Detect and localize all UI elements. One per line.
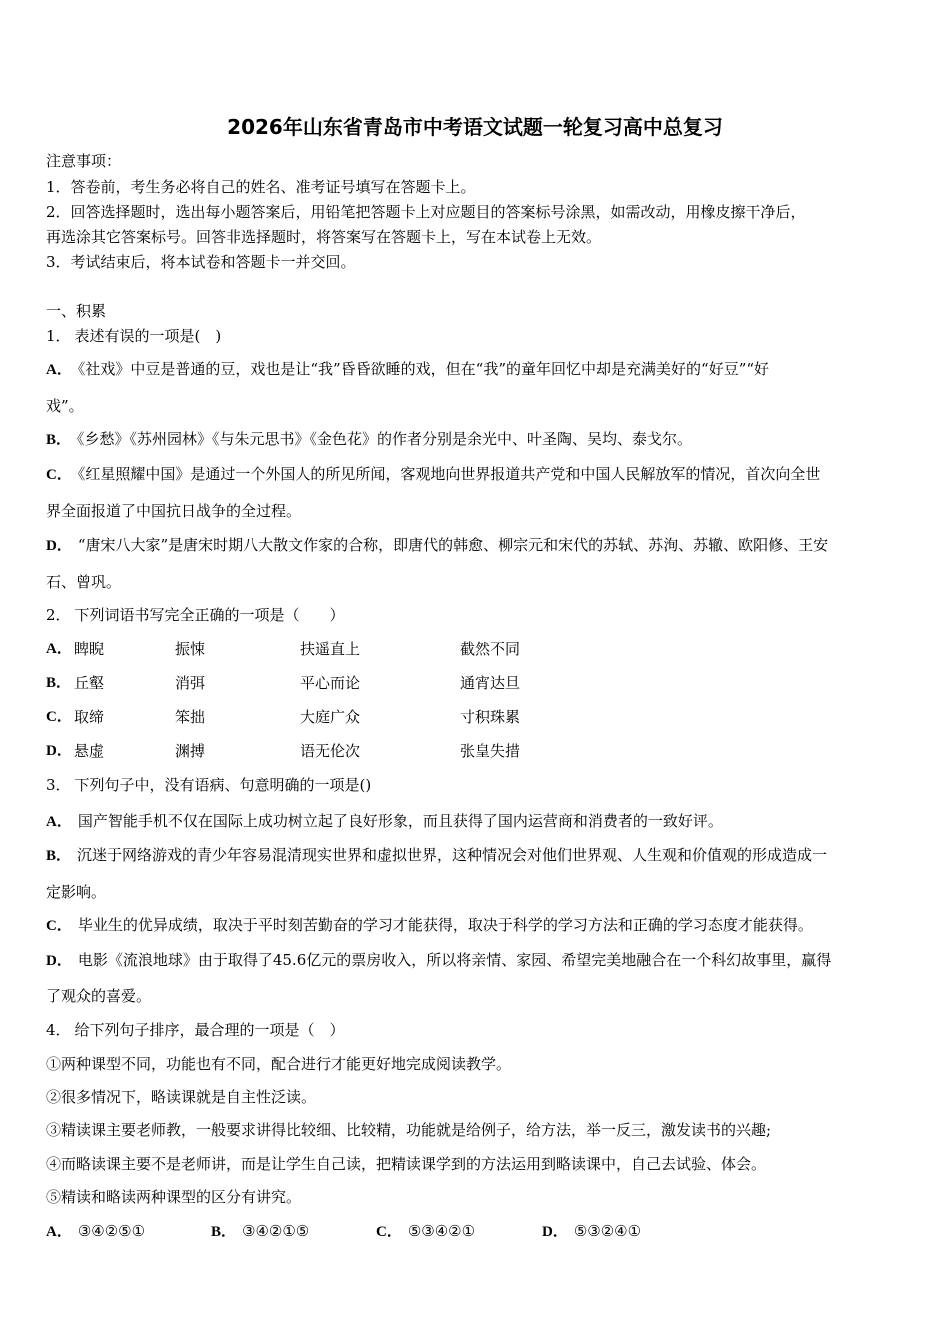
q3-option-c-label: C．: [46, 918, 72, 934]
q3-option-d: [46, 950, 831, 971]
q4-option-c: [376, 1221, 475, 1242]
q3-option-b-label: B．: [46, 848, 72, 864]
q1-option-a: [46, 359, 769, 380]
q1-option-b: [46, 429, 692, 450]
q4-option-d: [542, 1221, 641, 1242]
q4-number: 4．: [46, 1021, 71, 1039]
q3-number: 3．: [46, 776, 71, 794]
q4-option-b-label: B．: [211, 1224, 237, 1240]
q4-option-d-label: D．: [542, 1224, 568, 1240]
q1-option-a-text: 《社戏》中豆是普通的豆，戏也是让“我”昏昏欲睡的戏，但在“我”的童年回忆中却是充满美好的“好豆”“好: [77, 360, 770, 378]
q1-option-b-text: 《乡愁》《苏州园林》《与朱元思书》《金色花》的作者分别是余光中、叶圣陶、吴均、泰戈尔。: [77, 430, 693, 448]
notice-item-2-cont: 再选涂其它答案标号。回答非选择题时，将答案写在答题卡上，写在本试卷上无效。: [46, 228, 602, 246]
q1-option-d-text: “唐宋八大家”是唐宋时期八大散文作家的合称，即唐代的韩愈、柳宗元和宋代的苏轼、苏洵、苏辙、欧阳修、王安: [77, 536, 829, 554]
notice-item-1: 1．答卷前，考生务必将自己的姓名、准考证号填写在答题卡上。: [46, 178, 476, 196]
q1-option-c-text: 《红星照耀中国》是通过一个外国人的所见所闻，客观地向世界报道共产党和中国人民解放军的情况，首次向全世: [77, 465, 821, 483]
q4-sentence-1: ①两种课型不同，功能也有不同，配合进行才能更好地完成阅读教学。: [46, 1055, 512, 1073]
q4-sentence-3: ③精读课主要老师教，一般要求讲得比较细、比较精，功能就是给例子，给方法，举一反三，激发读书的兴趣;: [46, 1121, 772, 1139]
q3-option-d-label: D．: [46, 953, 72, 969]
q1-option-b-label: B．: [46, 432, 72, 448]
q1-option-a-cont: 戏”。: [46, 397, 84, 415]
q3-option-a: [46, 811, 723, 832]
notice-item-3: 3．考试结束后，将本试卷和答题卡一并交回。: [46, 253, 356, 271]
q1-option-c: [46, 464, 820, 485]
q2-number: 2．: [46, 606, 71, 624]
q3-option-d-cont: 了观众的喜爱。: [46, 987, 152, 1005]
q2-option-c-word-2: 笨拙: [175, 708, 206, 726]
q1-option-a-label: A．: [46, 362, 72, 378]
q2-option-a-word-1: 睥睨: [74, 640, 105, 658]
q3-option-d-text: 电影《流浪地球》由于取得了45.6亿元的票房收入，所以将亲情、家园、希望完美地融合在一个科幻故事里，赢得: [77, 951, 832, 969]
q3-option-a-text: 国产智能手机不仅在国际上成功树立起了良好形象，而且获得了国内运营商和消费者的一致好评。: [77, 812, 723, 830]
q4-option-a-text: ③④②⑤①: [77, 1222, 146, 1240]
q2-option-d-word-1: 悬虚: [74, 742, 105, 760]
q1-option-d-cont: 石、曾巩。: [46, 573, 122, 591]
q3-option-c-text: 毕业生的优异成绩，取决于平时刻苦勤奋的学习才能获得，取决于科学的学习方法和正确的学习态度才能获得。: [77, 916, 813, 934]
q2-option-b-word-3: 平心而论: [300, 674, 361, 692]
q2-option-c-word-1: 取缔: [74, 708, 105, 726]
q2-stem-text: 下列词语书写完全正确的一项是（ ）: [74, 606, 345, 624]
notice-heading: 注意事项：: [46, 152, 122, 170]
q2-option-a-word-2: 振悚: [175, 640, 206, 658]
q2-stem: [46, 605, 345, 625]
q2-option-c-label: C．: [46, 709, 72, 725]
q4-option-c-label: C．: [376, 1224, 402, 1240]
q3-option-b-cont: 定影响。: [46, 883, 107, 901]
q2-option-a-word-4: 截然不同: [460, 640, 521, 658]
q3-option-a-label: A．: [46, 814, 72, 830]
q3-option-c: [46, 915, 813, 936]
q4-sentence-2: ②很多情况下，略读课就是自主性泛读。: [46, 1088, 317, 1106]
q1-option-d-label: D．: [46, 538, 72, 554]
page-title: 2026年山东省青岛市中考语文试题一轮复习高中总复习: [227, 115, 723, 139]
notice-item-2: 2．回答选择题时，选出每小题答案后，用铅笔把答题卡上对应题目的答案标号涂黑，如需改动，用橡皮擦干净后，: [46, 203, 806, 221]
q2-option-b-label: B．: [46, 675, 72, 691]
q4-stem: [46, 1020, 345, 1040]
q4-option-d-text: ⑤③②④①: [573, 1222, 642, 1240]
q4-stem-text: 给下列句子排序，最合理的一项是（ ）: [74, 1021, 345, 1039]
q2-option-c-word-3: 大庭广众: [300, 708, 361, 726]
q1-stem-text: 表述有误的一项是( ): [74, 327, 222, 345]
q2-option-b-word-4: 通宵达旦: [460, 674, 521, 692]
q2-option-b-word-1: 丘壑: [74, 674, 105, 692]
q4-option-a: [46, 1221, 145, 1242]
q4-sentence-5: ⑤精读和略读两种课型的区分有讲究。: [46, 1188, 302, 1206]
q3-option-b: [46, 845, 827, 866]
q4-option-b-text: ③④②①⑤: [242, 1222, 310, 1240]
q2-option-c-word-4: 寸积珠累: [460, 708, 521, 726]
q3-stem-text: 下列句子中，没有语病、句意明确的一项是(): [74, 776, 372, 794]
section-heading: 一、积累: [46, 302, 107, 320]
q2-option-d-word-3: 语无伦次: [300, 742, 361, 760]
q3-option-b-text: 沉迷于网络游戏的青少年容易混清现实世界和虚拟世界，这种情况会对他们世界观、人生观和价值观的形成造成一: [77, 846, 828, 864]
q2-option-a-word-3: 扶遥直上: [300, 640, 361, 658]
q2-option-d-label: D．: [46, 743, 72, 759]
q2-option-d-word-4: 张皇失措: [460, 742, 521, 760]
q4-sentence-4: ④而略读课主要不是老师讲，而是让学生自己读，把精读课学到的方法运用到略读课中，自己去试验、体会。: [46, 1155, 767, 1173]
q4-option-a-label: A．: [46, 1224, 72, 1240]
q1-option-c-label: C．: [46, 467, 72, 483]
q4-option-c-text: ⑤③④②①: [407, 1222, 476, 1240]
q1-option-d: [46, 535, 828, 556]
q3-stem: [46, 775, 371, 795]
q2-option-d-word-2: 渊搏: [175, 742, 206, 760]
q4-option-b: [211, 1221, 309, 1242]
q1-option-c-cont: 界全面报道了中国抗日战争的全过程。: [46, 502, 302, 520]
q1-number: 1．: [46, 327, 71, 345]
q1-stem: [46, 326, 221, 346]
q2-option-b-word-2: 消弭: [175, 674, 206, 692]
q2-option-a-label: A．: [46, 641, 72, 657]
